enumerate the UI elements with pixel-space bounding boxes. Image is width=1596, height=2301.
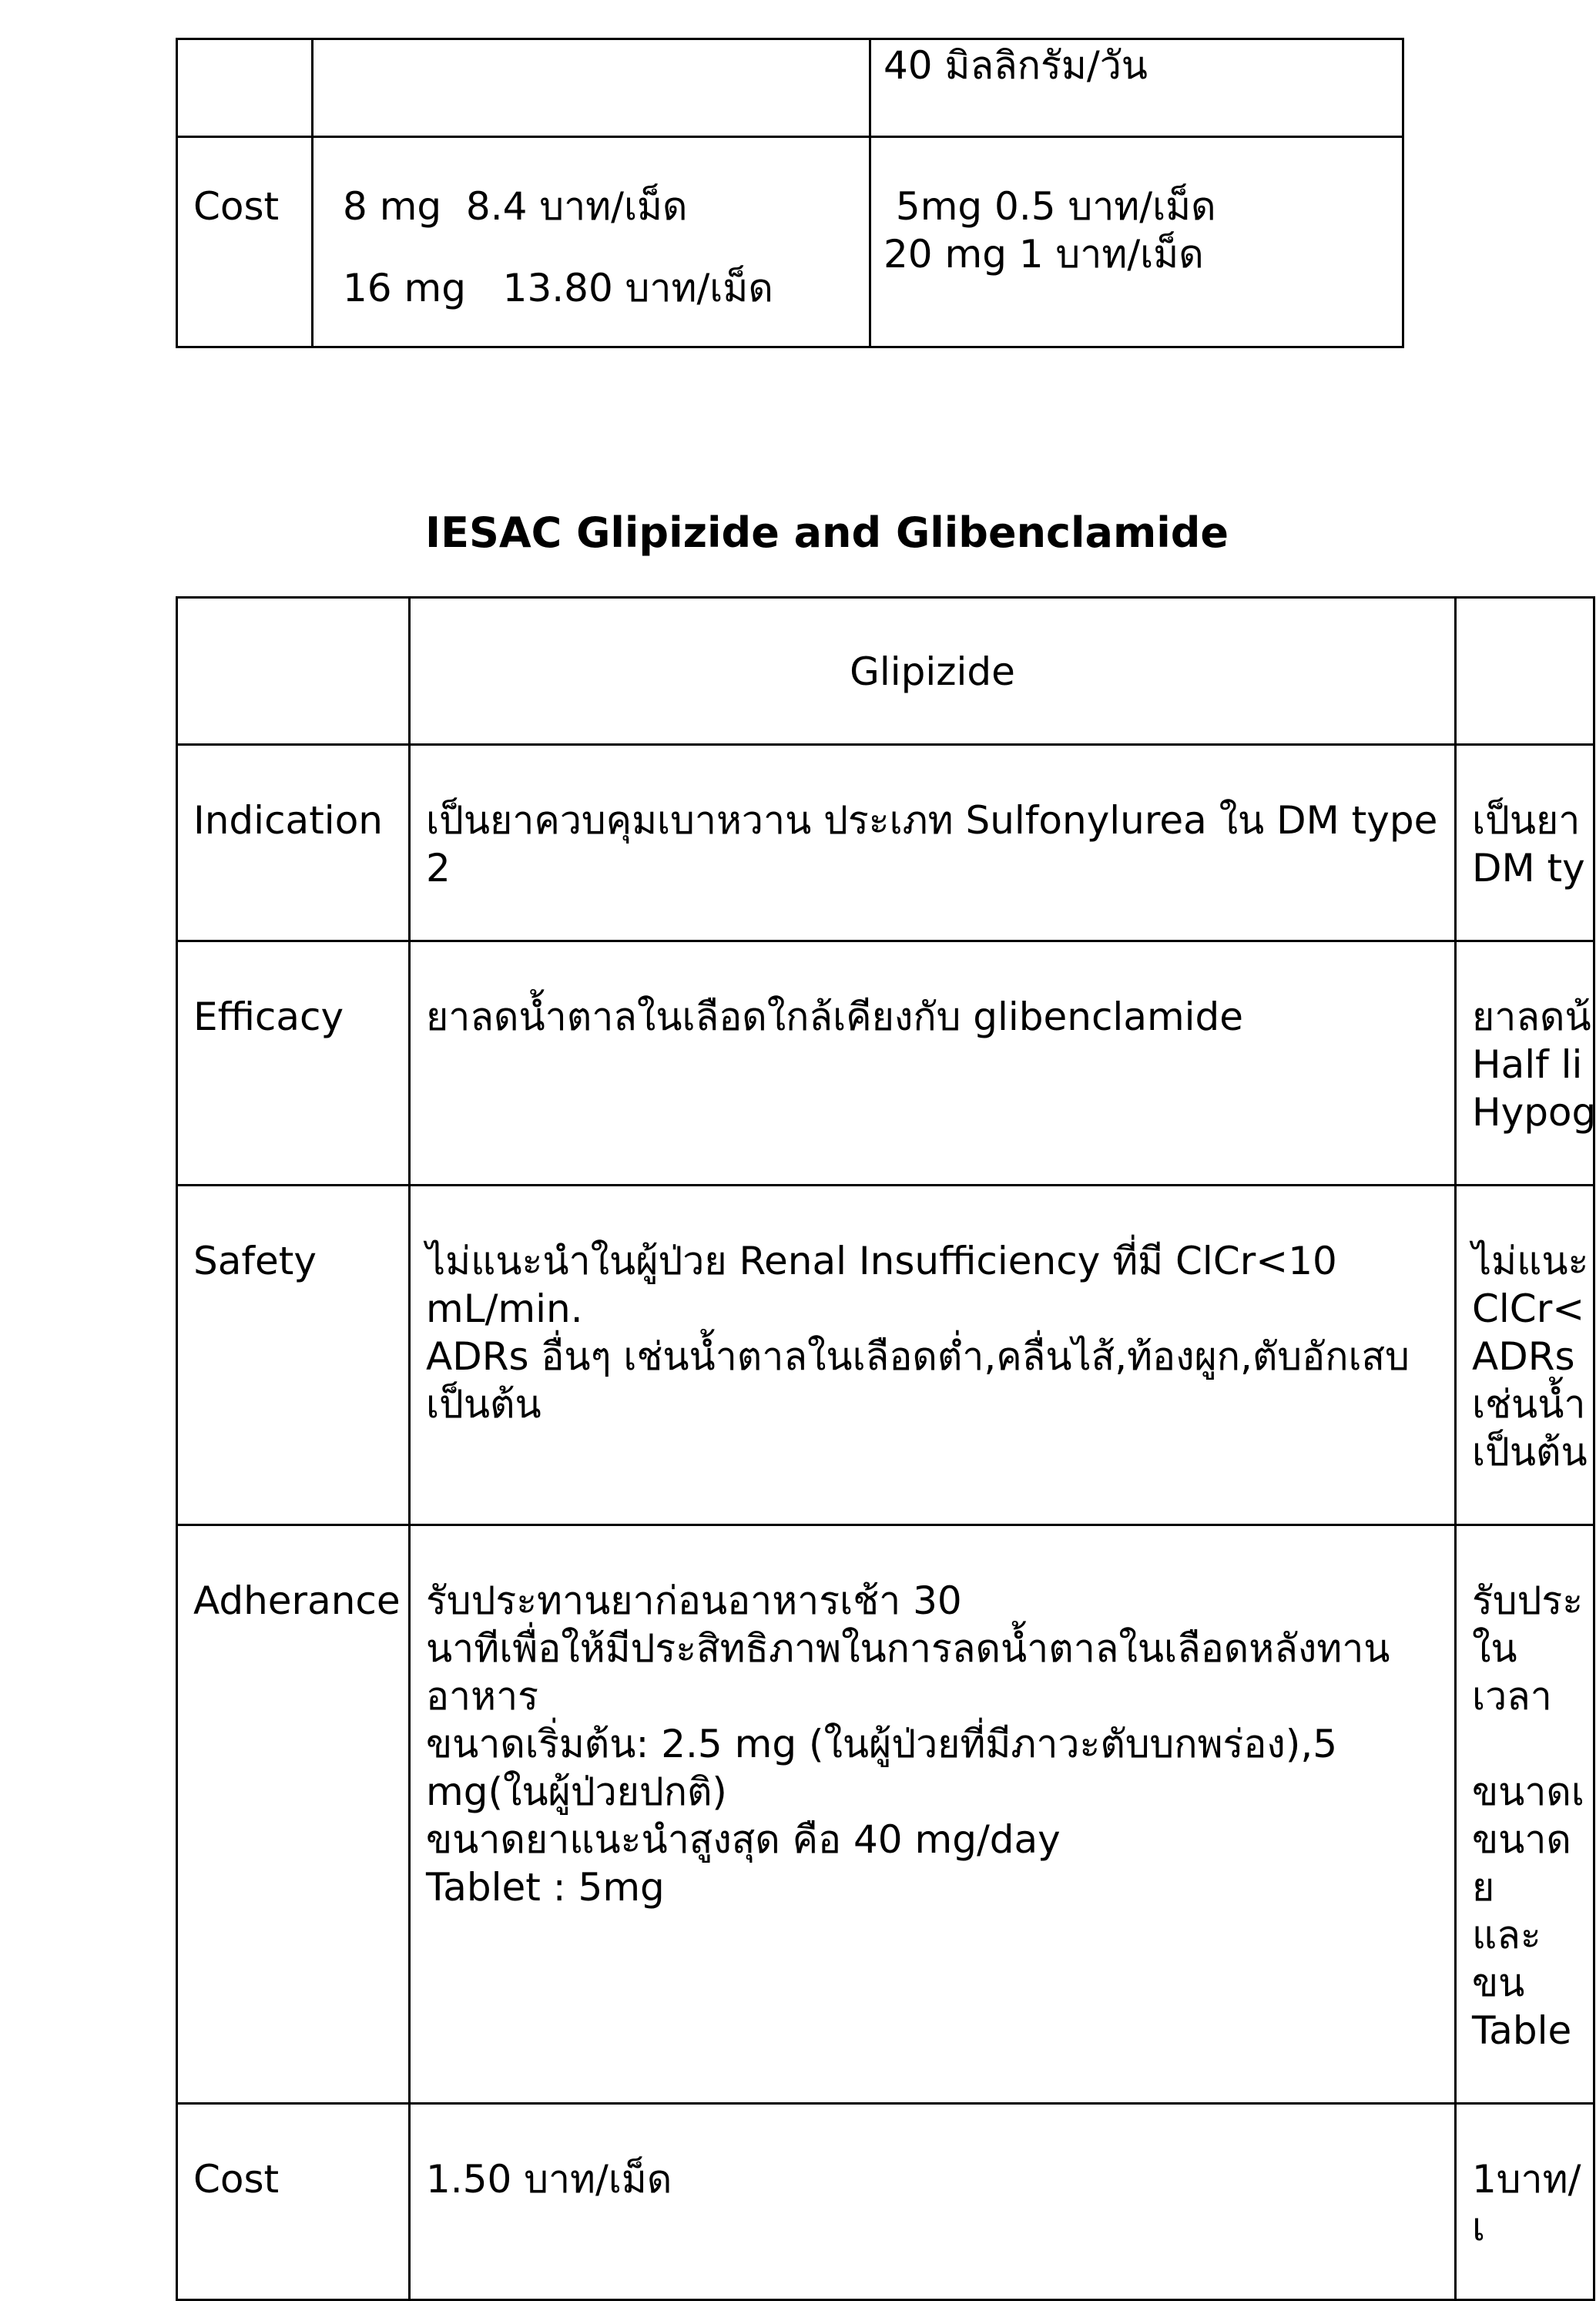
glibenclamide-indication-cell: เป็นยา DM ty [1456,745,1594,941]
row-label-indication: Indication [177,745,410,941]
cost-line: 16 mg 13.80 บาท/เม็ด [343,266,773,310]
glipizide-efficacy-cell: ยาลดน้ำตาลในเลือดใกล้เคียงกับ glibenclamide [410,941,1456,1186]
glibenclamide-adherance-cell: รับประ ในเวลา ขนาดเ ขนาดย และขน Table [1456,1525,1594,2104]
glibenclamide-efficacy-cell: ยาลดน้ Half li Hypog [1456,941,1594,1186]
table-cell [870,137,1403,347]
table-row-adherance [177,1525,1594,2104]
glipizide-adherance-cell: รับประทานยาก่อนอาหารเช้า 30 นาทีเพื่อให้มีประสิทธิภาพในการลดน้ำตาลในเลือดหลังทานอาหาร ขนาดเริ่มต้น: 2.5 mg (ในผู้ป่วยที่มีภาวะตับบกพร่อง),5 mg(ในผู้ป่วยปกติ) ขนาดยาแนะนำสูงสุด คือ 40 mg/day Tablet : 5mg [410,1525,1456,2104]
table-cell [870,39,1403,137]
header-cell-glipizide: Glipizide [410,598,1456,745]
table-header-row [177,598,1594,745]
table-row [177,39,1403,137]
table-cell [313,137,870,347]
cost-line: 5mg 0.5 บาท/เม็ด [884,184,1216,229]
comparison-table [176,596,1595,2301]
row-label-efficacy: Efficacy [177,941,410,1186]
header-cell-empty [177,598,410,745]
row-label-cost: Cost [177,137,313,347]
cost-line: 20 mg 1 บาท/เม็ด [884,232,1204,277]
row-label-safety: Safety [177,1186,410,1525]
table-row-safety [177,1186,1594,1525]
glipizide-safety-cell: ไม่แนะนำในผู้ป่วย Renal Insufficiency ที่มี ClCr<10 mL/min. ADRs อื่นๆ เช่นน้ำตาลในเลือดต่ำ,คลื่นไส้,ท้องผูก,ตับอักเสบ เป็นต้น [410,1186,1456,1525]
cost-line: 8 mg 8.4 บาท/เม็ด [343,184,688,229]
glibenclamide-cost-cell: 1บาท/เ [1456,2104,1594,2300]
row-label-cost: Cost [177,2104,410,2300]
glibenclamide-safety-cell: ไม่แนะ ClCr< ADRs เช่นน้ำ เป็นต้น [1456,1186,1594,1525]
table-row-efficacy [177,941,1594,1186]
table-row-cost [177,2104,1594,2300]
table-row [177,137,1403,347]
row-label-adherance: Adherance [177,1525,410,2104]
header-cell-glibenclamide [1456,598,1594,745]
section-heading: IESAC Glipizide and Glibenclamide [425,508,1229,557]
table-cell [313,39,870,137]
glipizide-cost-cell: 1.50 บาท/เม็ด [410,2104,1456,2300]
dosage-cost-table [176,38,1404,348]
table-cell [177,39,313,137]
max-dose-text: 40 มิลลิกรัม/วัน [884,43,1148,88]
glipizide-indication-cell: เป็นยาควบคุมเบาหวาน ประเภท Sulfonylurea ใน DM type 2 [410,745,1456,941]
table-row-indication [177,745,1594,941]
